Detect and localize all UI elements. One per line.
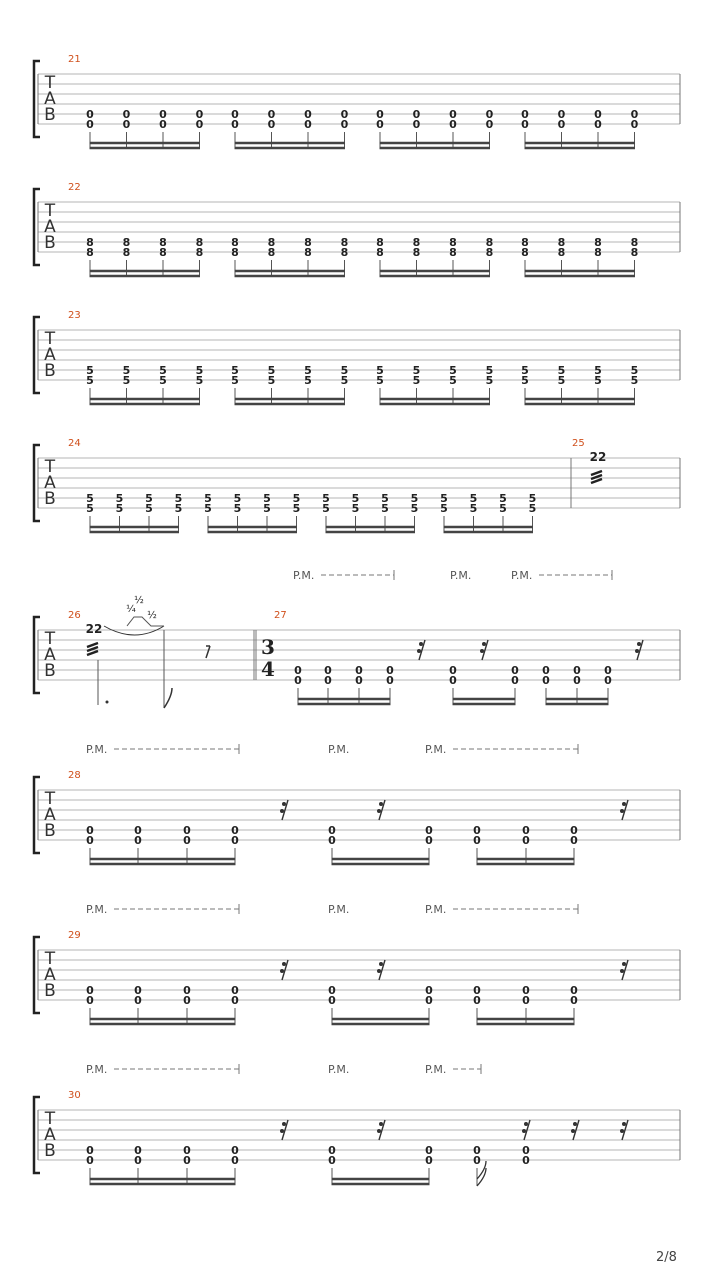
fret-number: 5 [231,374,239,387]
fret-number: 22 [85,622,103,636]
fret-number: 5 [557,364,566,377]
fret-number: 0 [376,118,384,131]
fret-number: 5 [304,364,312,377]
fret-number: 5 [159,374,167,387]
bar-number: 24 [68,438,81,449]
fret-number: 5 [145,492,153,505]
fret-number: 5 [292,492,301,505]
sixteenth-rest [482,642,486,646]
fret-number: 0 [86,994,94,1007]
fret-number: 0 [485,118,494,131]
fret-number: 8 [449,236,457,249]
fret-number: 8 [412,236,421,249]
tab-clef-b: B [44,821,56,841]
fret-number: 8 [304,246,312,259]
fret-number: 0 [604,674,612,687]
fret-number: 5 [322,502,330,515]
fret-number: 0 [485,108,494,121]
tab-clef-a: A [44,805,56,825]
tab-clef-b: B [44,661,56,681]
page-number: 2/8 [656,1250,677,1265]
system-bracket [34,317,40,393]
fret-number: 5 [231,364,239,377]
palm-mute-label: P.M. [328,903,350,916]
fret-number: 5 [410,502,419,515]
tab-clef-b: B [44,233,56,253]
fret-number: 8 [231,246,239,259]
fret-number: 5 [499,502,507,515]
fret-number: 8 [485,246,494,259]
palm-mute-label: P.M. [511,569,533,582]
fret-number: 5 [115,492,124,505]
fret-number: 0 [86,834,94,847]
tab-clef-t: T [44,949,56,969]
tab-clef-a: A [44,965,56,985]
eighth-rest [206,646,210,658]
sixteenth-rest [282,1122,286,1126]
fret-number: 0 [183,1144,191,1157]
fret-number: 5 [521,374,529,387]
bend-line [127,617,164,626]
fret-number: 8 [376,236,384,249]
fret-number: 0 [328,1144,336,1157]
fret-number: 0 [134,1154,142,1167]
fret-number: 0 [304,118,312,131]
fret-number: 0 [86,984,94,997]
tab-clef-b: B [44,981,56,1001]
sixteenth-rest [379,962,383,966]
fret-number: 0 [630,108,639,121]
fret-number: 5 [412,374,421,387]
sixteenth-rest [377,1129,381,1133]
fret-number: 5 [263,502,271,515]
fret-number: 5 [233,502,242,515]
fret-number: 0 [340,118,349,131]
system-bracket [34,1097,40,1173]
fret-number: 0 [122,118,131,131]
sixteenth-rest [379,802,383,806]
fret-number: 5 [115,502,124,515]
time-signature-bottom: 4 [261,657,275,681]
fret-number: 8 [122,236,131,249]
fret-number: 0 [376,108,384,121]
fret-number: 0 [134,834,142,847]
fret-number: 5 [340,374,349,387]
fret-number: 0 [511,664,519,677]
dot [106,701,109,704]
fret-number: 5 [195,374,204,387]
fret-number: 0 [183,1154,191,1167]
fret-number: 5 [440,502,448,515]
fret-number: 8 [630,236,639,249]
fret-number: 0 [159,118,167,131]
tab-clef-a: A [44,89,56,109]
fret-number: 0 [473,984,481,997]
sixteenth-rest [377,809,381,813]
system-bracket [34,445,40,521]
fret-number: 0 [183,824,191,837]
fret-number: 0 [328,994,336,1007]
fret-number: 0 [522,984,530,997]
bar-number: 23 [68,310,81,321]
sixteenth-rest [282,962,286,966]
sixteenth-rest [522,1129,526,1133]
fret-number: 8 [86,246,94,259]
sixteenth-rest [524,1122,528,1126]
fret-number: 0 [425,834,433,847]
fret-number: 5 [449,364,457,377]
fret-number: 0 [159,108,167,121]
fret-number: 5 [469,502,478,515]
fret-number: 0 [183,984,191,997]
palm-mute-label: P.M. [293,569,315,582]
fret-number: 0 [328,824,336,837]
fret-number: 5 [557,374,566,387]
sixteenth-rest [622,1122,626,1126]
fret-number: 0 [573,674,581,687]
fret-number: 0 [594,108,602,121]
fret-number: 5 [528,502,537,515]
sixteenth-rest [620,809,624,813]
tab-clef-b: B [44,105,56,125]
palm-mute-label: P.M. [328,743,350,756]
fret-number: 0 [294,674,302,687]
palm-mute-label: P.M. [425,903,447,916]
fret-number: 5 [594,374,602,387]
fret-number: 0 [355,674,363,687]
fret-number: 0 [231,1154,239,1167]
fret-number: 8 [267,246,276,259]
fret-number: 0 [386,674,394,687]
fret-number: 0 [324,674,332,687]
fret-number: 0 [231,1144,239,1157]
tab-clef-a: A [44,217,56,237]
fret-number: 8 [521,246,529,259]
fret-number: 5 [159,364,167,377]
tab-clef-a: A [44,1125,56,1145]
fret-number: 0 [355,664,363,677]
fret-number: 5 [174,502,183,515]
palm-mute-label: P.M. [450,569,472,582]
bar-number: 25 [572,438,585,449]
bend-amount: ½ [147,610,157,621]
fret-number: 0 [573,664,581,677]
fret-number: 5 [528,492,537,505]
sixteenth-rest [571,1129,575,1133]
fret-number: 8 [122,246,131,259]
fret-number: 0 [425,824,433,837]
fret-number: 8 [485,236,494,249]
fret-number: 0 [122,108,131,121]
fret-number: 0 [134,824,142,837]
system-bracket [34,189,40,265]
fret-number: 0 [570,984,578,997]
fret-number: 0 [557,108,566,121]
fret-number: 8 [195,246,204,259]
fret-number: 8 [376,246,384,259]
fret-number: 0 [231,834,239,847]
tab-clef-b: B [44,489,56,509]
fret-number: 0 [324,664,332,677]
fret-number: 0 [425,1154,433,1167]
fret-number: 8 [521,236,529,249]
fret-number: 0 [522,824,530,837]
fret-number: 5 [204,502,212,515]
fret-number: 0 [231,118,239,131]
sixteenth-rest [480,649,484,653]
fret-number: 0 [570,994,578,1007]
fret-number: 5 [145,502,153,515]
fret-number: 0 [511,674,519,687]
fret-number: 0 [304,108,312,121]
fret-number: 5 [122,364,131,377]
fret-number: 0 [86,1154,94,1167]
sixteenth-rest [280,1129,284,1133]
fret-number: 0 [86,824,94,837]
fret-number: 5 [630,364,639,377]
fret-number: 5 [449,374,457,387]
fret-number: 8 [267,236,276,249]
fret-number: 0 [267,108,276,121]
fret-number: 0 [195,108,204,121]
fret-number: 5 [351,502,360,515]
fret-number: 0 [328,1154,336,1167]
fret-number: 5 [204,492,212,505]
fret-number: 5 [292,502,301,515]
fret-number: 0 [328,834,336,847]
tab-clef-b: B [44,361,56,381]
fret-number: 0 [522,994,530,1007]
tab-clef-t: T [44,457,56,477]
fret-number: 5 [174,492,183,505]
fret-number: 0 [557,118,566,131]
fret-number: 5 [340,364,349,377]
fret-number: 0 [86,1144,94,1157]
system-bracket [34,777,40,853]
fret-number: 8 [159,246,167,259]
sixteenth-rest [280,969,284,973]
fret-number: 0 [328,984,336,997]
fret-number: 0 [386,664,394,677]
fret-number: 0 [412,118,421,131]
palm-mute-label: P.M. [86,1063,108,1076]
tab-clef-t: T [44,1109,56,1129]
fret-number: 0 [522,1154,530,1167]
fret-number: 0 [86,108,94,121]
fret-number: 5 [381,492,389,505]
bar-number: 27 [274,610,287,621]
palm-mute-label: P.M. [86,903,108,916]
sixteenth-rest [377,969,381,973]
fret-number: 8 [594,246,602,259]
fret-number: 0 [542,664,550,677]
fret-number: 0 [231,108,239,121]
sixteenth-rest [573,1122,577,1126]
sixteenth-rest [620,1129,624,1133]
fret-number: 8 [340,246,349,259]
sixteenth-rest [282,802,286,806]
fret-number: 0 [521,108,529,121]
fret-number: 5 [412,364,421,377]
fret-number: 8 [630,246,639,259]
bar-number: 29 [68,930,81,941]
fret-number: 0 [522,834,530,847]
fret-number: 0 [473,824,481,837]
sixteenth-rest [280,809,284,813]
fret-number: 0 [594,118,602,131]
fret-number: 8 [557,236,566,249]
fret-number: 5 [351,492,360,505]
fret-number: 5 [440,492,448,505]
fret-number: 5 [267,364,276,377]
fret-number: 0 [86,118,94,131]
fret-number: 0 [449,118,457,131]
fret-number: 22 [589,450,607,464]
tab-clef-a: A [44,473,56,493]
fret-number: 0 [425,994,433,1007]
sixteenth-rest [417,649,421,653]
fret-number: 5 [485,364,494,377]
fret-number: 0 [231,824,239,837]
fret-number: 0 [294,664,302,677]
system-bracket [34,617,40,693]
fret-number: 5 [195,364,204,377]
fret-number: 5 [376,364,384,377]
fret-number: 8 [340,236,349,249]
fret-number: 5 [521,364,529,377]
tab-clef-t: T [44,201,56,221]
tab-clef-t: T [44,329,56,349]
fret-number: 5 [594,364,602,377]
fret-number: 5 [630,374,639,387]
bend-amount: ½ [134,595,144,606]
fret-number: 5 [86,492,94,505]
bar-number: 28 [68,770,81,781]
tab-clef-a: A [44,645,56,665]
sixteenth-rest [637,642,641,646]
fret-number: 0 [231,994,239,1007]
fret-number: 0 [412,108,421,121]
note-flag [164,688,172,708]
fret-number: 0 [425,1144,433,1157]
fret-number: 0 [630,118,639,131]
bar-number: 21 [68,54,81,65]
fret-number: 0 [134,994,142,1007]
fret-number: 5 [322,492,330,505]
bar-number: 30 [68,1090,81,1101]
sixteenth-rest [379,1122,383,1126]
tab-clef-a: A [44,345,56,365]
fret-number: 0 [134,1144,142,1157]
fret-number: 5 [499,492,507,505]
fret-number: 5 [233,492,242,505]
fret-number: 8 [86,236,94,249]
time-signature-top: 3 [261,635,275,659]
fret-number: 8 [195,236,204,249]
fret-number: 0 [449,674,457,687]
fret-number: 5 [304,374,312,387]
fret-number: 0 [267,118,276,131]
fret-number: 0 [183,834,191,847]
fret-number: 5 [410,492,419,505]
fret-number: 5 [376,374,384,387]
fret-number: 0 [183,994,191,1007]
fret-number: 5 [122,374,131,387]
fret-number: 0 [604,664,612,677]
bend-amount: ¼ [126,604,136,615]
fret-number: 0 [340,108,349,121]
sixteenth-rest [419,642,423,646]
bar-number: 26 [68,610,81,621]
fret-number: 0 [195,118,204,131]
fret-number: 0 [473,1144,481,1157]
tab-clef-t: T [44,789,56,809]
fret-number: 0 [473,834,481,847]
fret-number: 5 [263,492,271,505]
fret-number: 8 [594,236,602,249]
palm-mute-label: P.M. [328,1063,350,1076]
fret-number: 0 [473,1154,481,1167]
sixteenth-rest [635,649,639,653]
fret-number: 5 [469,492,478,505]
sixteenth-rest [620,969,624,973]
fret-number: 8 [449,246,457,259]
fret-number: 0 [570,834,578,847]
fret-number: 0 [449,108,457,121]
palm-mute-label: P.M. [425,1063,447,1076]
fret-number: 5 [86,502,94,515]
fret-number: 8 [557,246,566,259]
palm-mute-label: P.M. [425,743,447,756]
bar-number: 22 [68,182,81,193]
fret-number: 0 [425,984,433,997]
palm-mute-label: P.M. [86,743,108,756]
tab-clef-t: T [44,73,56,93]
fret-number: 0 [522,1144,530,1157]
tab-clef-t: T [44,629,56,649]
fret-number: 5 [86,364,94,377]
fret-number: 0 [231,984,239,997]
fret-number: 0 [521,118,529,131]
sixteenth-rest [622,802,626,806]
system-bracket [34,61,40,137]
fret-number: 5 [485,374,494,387]
fret-number: 0 [473,994,481,1007]
fret-number: 5 [86,374,94,387]
system-bracket [34,937,40,1013]
tab-clef-b: B [44,1141,56,1161]
fret-number: 8 [412,246,421,259]
fret-number: 8 [231,236,239,249]
fret-number: 0 [449,664,457,677]
fret-number: 5 [267,374,276,387]
fret-number: 8 [159,236,167,249]
fret-number: 5 [381,502,389,515]
fret-number: 0 [134,984,142,997]
fret-number: 0 [542,674,550,687]
fret-number: 8 [304,236,312,249]
sixteenth-rest [622,962,626,966]
fret-number: 0 [570,824,578,837]
